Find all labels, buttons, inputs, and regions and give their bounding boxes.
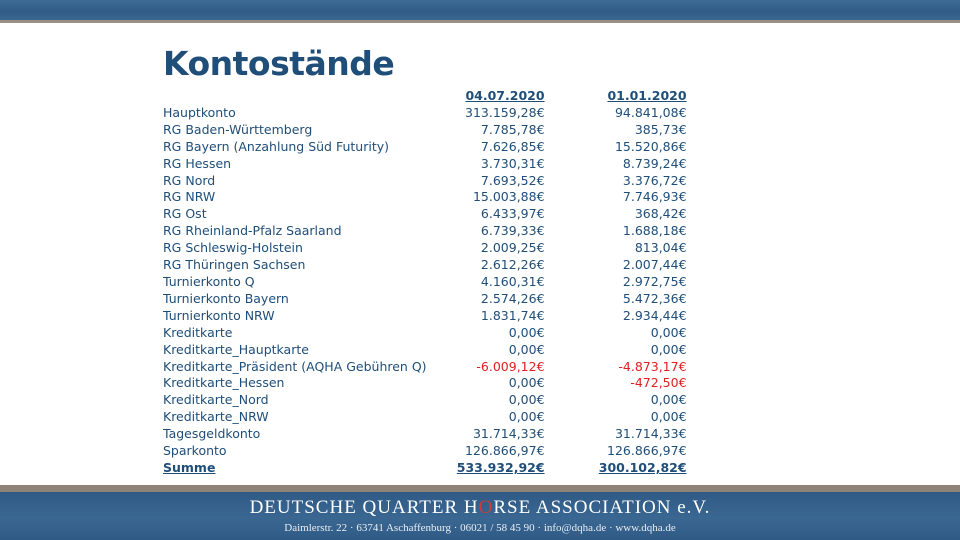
row-label: RG Baden-Württemberg: [163, 121, 313, 137]
table-row: [163, 156, 687, 173]
table-row: [163, 359, 687, 376]
table-row: [163, 291, 687, 308]
table-row: [163, 189, 687, 206]
row-value-previous: 5.472,36€: [622, 290, 687, 306]
row-label: Kreditkarte_Hauptkarte: [163, 341, 309, 357]
row-value-previous: 2.972,75€: [622, 273, 687, 289]
total-value-current: 533.932,92€: [456, 459, 545, 475]
org-name-part-2: RSE ASSOCIATION e.V.: [493, 497, 711, 518]
row-value-previous: 31.714,33€: [614, 426, 687, 442]
table-row: [163, 426, 687, 443]
row-value-current: -6.009,12€: [476, 358, 545, 374]
top-banner: [0, 0, 960, 20]
table-row: [163, 392, 687, 409]
row-value-current: 4.160,31€: [480, 273, 545, 289]
row-value-previous: 3.376,72€: [622, 172, 687, 188]
footer-band: [0, 492, 960, 540]
slide-title: Kontostände: [163, 44, 395, 83]
row-value-previous: -472,50€: [630, 375, 687, 391]
row-value-previous: 0,00€: [650, 341, 687, 357]
row-label: RG Bayern (Anzahlung Süd Futurity): [163, 138, 390, 154]
table-row: [163, 308, 687, 325]
row-value-current: 15.003,88€: [472, 189, 545, 205]
row-label: RG Schleswig-Holstein: [163, 240, 303, 256]
row-label: Turnierkonto Q: [163, 273, 255, 289]
row-value-current: 313.159,28€: [465, 104, 545, 120]
row-label: Sparkonto: [163, 443, 227, 459]
table-row: [163, 122, 687, 139]
row-value-previous: 8.739,24€: [622, 155, 687, 171]
row-value-current: 2.612,26€: [480, 257, 545, 273]
row-value-current: 0,00€: [508, 324, 545, 340]
row-value-current: 0,00€: [508, 375, 545, 391]
row-value-current: 1.831,74€: [480, 307, 545, 323]
org-name-part-1: DEUTSCHE QUARTER H: [249, 497, 479, 518]
row-value-previous: 813,04€: [634, 240, 687, 256]
row-label: Kreditkarte_Hessen: [163, 375, 285, 391]
row-label: Kreditkarte_NRW: [163, 409, 269, 425]
row-value-current: 31.714,33€: [472, 426, 545, 442]
row-label: Kreditkarte_Nord: [163, 392, 269, 408]
row-value-current: 0,00€: [508, 409, 545, 425]
row-value-current: 0,00€: [508, 392, 545, 408]
row-value-current: 0,00€: [508, 341, 545, 357]
table-row: [163, 443, 687, 460]
table-row: [163, 240, 687, 257]
table-row: [163, 342, 687, 359]
row-value-previous: -4.873,17€: [618, 358, 687, 374]
organization-address: Daimlerstr. 22 · 63741 Aschaffenburg · 06021 / 58 45 90 · info@dqha.de · www.dqha.de: [284, 522, 676, 534]
table-row: [163, 325, 687, 342]
footer-edge: [0, 485, 960, 492]
organization-logo-text: [0, 497, 960, 519]
account-balances-table: [163, 88, 687, 477]
table-header-row: [163, 88, 687, 105]
table-row: [163, 173, 687, 190]
row-label: Kreditkarte_Präsident (AQHA Gebühren Q): [163, 358, 427, 374]
total-label: Summe: [163, 459, 216, 475]
row-label: RG NRW: [163, 189, 216, 205]
row-value-previous: 2.007,44€: [622, 257, 687, 273]
table-row: [163, 375, 687, 392]
header-label: [163, 88, 427, 105]
row-label: Kreditkarte: [163, 324, 233, 340]
total-value-previous: 300.102,82€: [598, 459, 687, 475]
row-value-previous: 0,00€: [650, 392, 687, 408]
row-value-current: 7.785,78€: [480, 121, 545, 137]
row-value-previous: 385,73€: [634, 121, 687, 137]
row-label: RG Rheinland-Pfalz Saarland: [163, 223, 342, 239]
top-banner-edge: [0, 20, 960, 23]
row-value-current: 2.574,26€: [480, 290, 545, 306]
row-label: Turnierkonto Bayern: [163, 290, 289, 306]
row-value-previous: 94.841,08€: [614, 104, 687, 120]
table-row: [163, 105, 687, 122]
table-row: [163, 257, 687, 274]
row-value-previous: 1.688,18€: [622, 223, 687, 239]
table-row: [163, 409, 687, 426]
row-value-previous: 368,42€: [634, 206, 687, 222]
row-label: RG Nord: [163, 172, 216, 188]
row-label: Turnierkonto NRW: [163, 307, 275, 323]
row-value-current: 7.693,52€: [480, 172, 545, 188]
row-label: RG Hessen: [163, 155, 232, 171]
row-label: RG Ost: [163, 206, 207, 222]
table-row: [163, 223, 687, 240]
row-value-previous: 7.746,93€: [622, 189, 687, 205]
total-row: [163, 460, 687, 477]
table-row: [163, 206, 687, 223]
row-value-previous: 15.520,86€: [614, 138, 687, 154]
row-value-current: 126.866,97€: [465, 443, 545, 459]
row-value-previous: 2.934,44€: [622, 307, 687, 323]
table-row: [163, 139, 687, 156]
row-value-current: 2.009,25€: [480, 240, 545, 256]
row-value-current: 3.730,31€: [480, 155, 545, 171]
org-name-highlight: O: [478, 497, 494, 518]
row-value-previous: 0,00€: [650, 324, 687, 340]
row-value-previous: 126.866,97€: [607, 443, 687, 459]
table-row: [163, 274, 687, 291]
row-label: Tagesgeldkonto: [163, 426, 261, 442]
row-label: Hauptkonto: [163, 104, 236, 120]
row-value-current: 6.433,97€: [480, 206, 545, 222]
row-label: RG Thüringen Sachsen: [163, 257, 306, 273]
header-date-current: 04.07.2020: [465, 88, 545, 103]
row-value-current: 7.626,85€: [480, 138, 545, 154]
row-value-previous: 0,00€: [650, 409, 687, 425]
row-value-current: 6.739,33€: [480, 223, 545, 239]
header-date-previous: 01.01.2020: [607, 88, 687, 103]
